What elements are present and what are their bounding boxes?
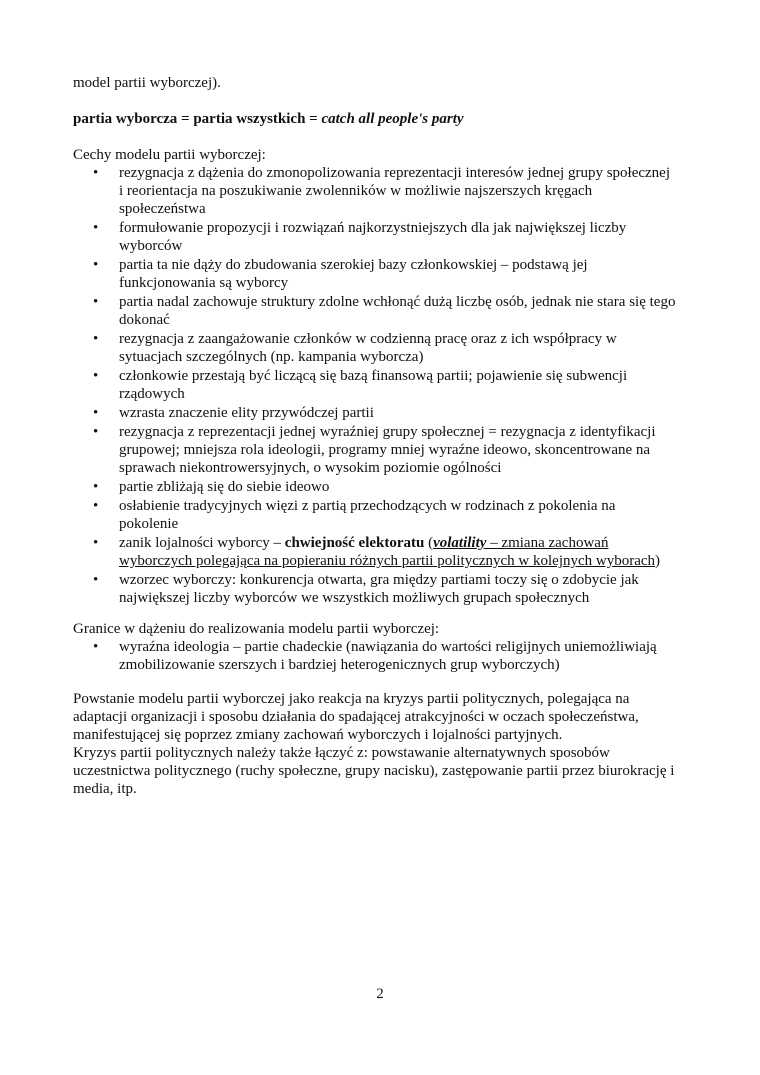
text-line: wyborców <box>119 238 183 254</box>
text-line: rezygnacja z reprezentacji jednej wyraźniej grupy społecznej = rezygnacja z identyfikacji <box>119 424 656 440</box>
closing-paragraph <box>73 690 713 798</box>
text-line: sytuacjach szczególnych (np. kampania wyborcza) <box>119 349 424 365</box>
text-line: społeczeństwa <box>119 201 206 217</box>
bullet-symbol: • <box>93 257 99 273</box>
bullet-symbol: • <box>93 572 99 588</box>
text-line: i reorientacja na poszukiwanie zwolenników w możliwie najszerszych kręgach <box>119 183 593 199</box>
definition-segment: – zmiana zachowań <box>486 535 609 551</box>
definition-segment: wyborczych polegająca na popieraniu różnych partii politycznych w kolejnych wyborach <box>119 553 656 569</box>
bullet-symbol: • <box>93 220 99 236</box>
list-item-text <box>119 534 719 570</box>
bullet-symbol: • <box>93 424 99 440</box>
text-line: rządowych <box>119 386 185 402</box>
text-line <box>119 534 719 552</box>
text-line: partia ta nie dąży do zbudowania szerokiej bazy członkowskiej – podstawą jej <box>119 257 588 273</box>
bullet-symbol: • <box>93 331 99 347</box>
text-line: wyraźna ideologia – partie chadeckie (nawiązania do wartości religijnych uniemożliwiają <box>119 639 657 655</box>
bullet-symbol: • <box>93 405 99 421</box>
list-item-text <box>119 638 719 674</box>
text-segment: ) <box>655 553 661 569</box>
section1-title <box>73 146 713 164</box>
list-item-text <box>119 219 719 255</box>
emphasis-term: chwiejność elektoratu <box>284 535 425 551</box>
text-segment: zanik lojalności wyborcy – <box>119 535 285 551</box>
text-line: wzorzec wyborczy: konkurencja otwarta, gra między partiami toczy się o zdobycie jak <box>119 572 639 588</box>
text-line: sprawach niekontrowersyjnych, o wysokim poziomie ogólności <box>119 460 502 476</box>
bullet-symbol: • <box>93 639 99 655</box>
text-line: grupowej; mniejsza rola ideologii, programy mniej wyraźne ideowo, skoncentrowane na <box>119 442 651 458</box>
text-line: Powstanie modelu partii wyborczej jako reakcja na kryzys partii politycznych, polegająca na <box>73 691 630 707</box>
text-line: osłabienie tradycyjnych więzi z partią przechodzących w rodzinach z pokolenia na <box>119 498 616 514</box>
text-line: media, itp. <box>73 781 137 797</box>
list-item-text <box>119 423 719 477</box>
section-title: Cechy modelu partii wyborczej: <box>73 147 266 163</box>
list-item-text <box>119 367 719 403</box>
bullet-symbol: • <box>93 535 99 551</box>
list-item-text <box>119 293 719 329</box>
limits-list <box>73 638 713 678</box>
text-segment: ( <box>424 535 434 551</box>
heading-italic: catch all people's party <box>321 111 464 127</box>
text-line: partie zbliżają się do siebie ideowo <box>119 479 330 495</box>
text-line: pokolenie <box>119 516 179 532</box>
text-line <box>119 552 719 570</box>
list-item-text <box>119 404 719 422</box>
text-line: uczestnictwa politycznego (ruchy społeczne, grupy nacisku), zastępowanie partii przez biurokrację i <box>73 763 675 779</box>
text-line: formułowanie propozycji i rozwiązań najkorzystniejszych dla jak największej liczby <box>119 220 627 236</box>
section2-title <box>73 620 713 638</box>
text-line: dokonać <box>119 312 170 328</box>
list-item-text <box>119 164 719 218</box>
list-item-text <box>119 571 719 607</box>
text-line: Kryzys partii politycznych należy także łączyć z: powstawanie alternatywnych sposobów <box>73 745 610 761</box>
text-line: wzrasta znaczenie elity przywódczej partii <box>119 405 374 421</box>
text-line: największej liczby wyborców we wszystkich możliwych grupach społecznych <box>119 590 590 606</box>
text-line: partia nadal zachowuje struktury zdolne wchłonąć dużą liczbę osób, jednak nie stara się tego <box>119 294 676 310</box>
text-line: członkowie przestają być liczącą się bazą finansową partii; pojawienie się subwencji <box>119 368 628 384</box>
intro-line <box>73 74 713 92</box>
bullet-symbol: • <box>93 165 99 181</box>
bullet-symbol: • <box>93 294 99 310</box>
page-number: 2 <box>376 986 384 1002</box>
text-line: manifestującej się poprzez zmiany zachowań wyborczych i lojalności partyjnych. <box>73 727 563 743</box>
heading-bold: partia wyborcza = partia wszystkich = <box>73 111 322 127</box>
text-line: adaptacji organizacji i sposobu działania do spadającej atrakcyjności w oczach społeczeństwa, <box>73 709 639 725</box>
heading <box>73 110 713 128</box>
feature-list <box>73 164 713 604</box>
text-line: funkcjonowania są wyborcy <box>119 275 289 291</box>
list-item-text <box>119 330 719 366</box>
bullet-symbol: • <box>93 479 99 495</box>
list-item-text <box>119 478 719 496</box>
foreign-term: volatility <box>433 535 487 551</box>
bullet-symbol: • <box>93 368 99 384</box>
list-item-text <box>119 256 719 292</box>
intro-text: model partii wyborczej). <box>73 75 221 91</box>
list-item-text <box>119 497 719 533</box>
section-title: Granice w dążeniu do realizowania modelu partii wyborczej: <box>73 621 440 637</box>
bullet-symbol: • <box>93 498 99 514</box>
text-line: rezygnacja z dążenia do zmonopolizowania reprezentacji interesów jednej grupy społecznej <box>119 165 670 181</box>
text-line: rezygnacja z zaangażowanie członków w codzienną pracę oraz z ich współpracy w <box>119 331 617 347</box>
text-line: zmobilizowanie szerszych i bardziej heterogenicznych grup wyborczych) <box>119 657 560 673</box>
